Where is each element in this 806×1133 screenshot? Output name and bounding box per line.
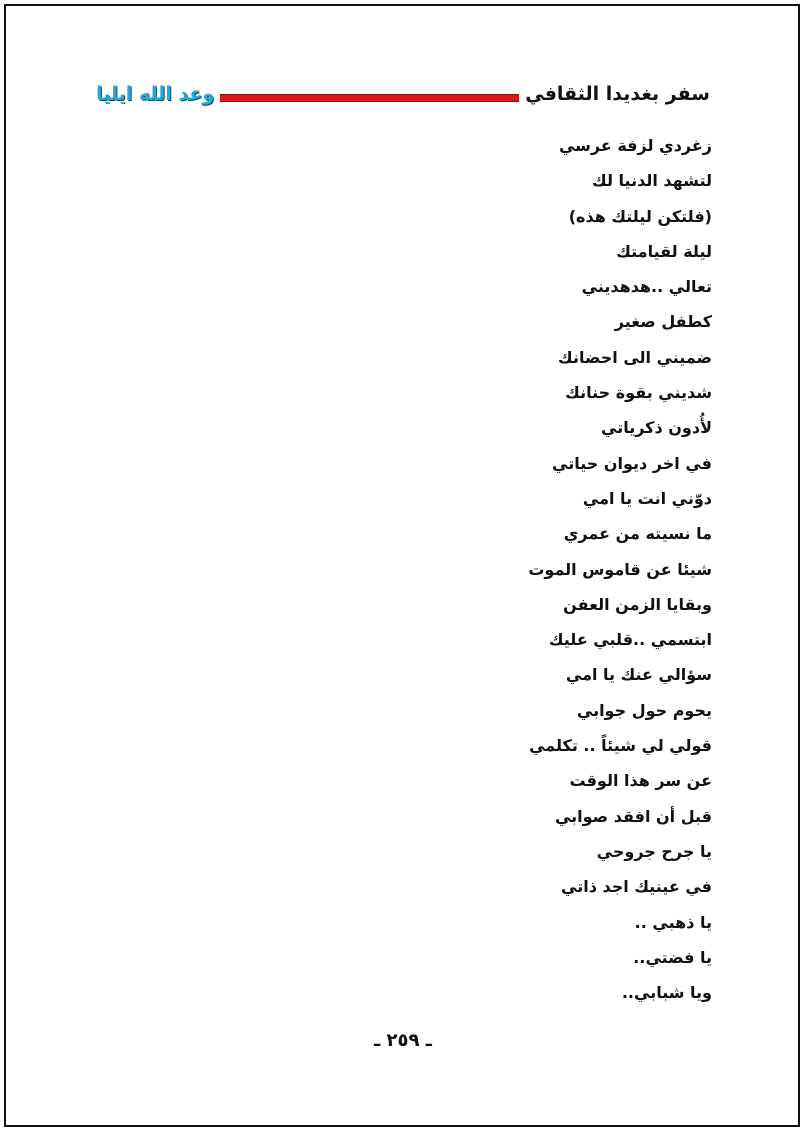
page-number: ـ ٢٥٩ ـ xyxy=(374,1030,432,1051)
poem-line: ما نسيته من عمري xyxy=(563,524,712,544)
poem-body xyxy=(292,128,712,1010)
poem-line: زغردي لزفة عرسي xyxy=(558,136,712,155)
poem-line: شديني بقوة حنانك xyxy=(565,383,712,403)
poem-line: يا فضتي.. xyxy=(633,947,712,967)
poem-line: يحوم حول جوابي xyxy=(576,700,712,720)
poem-line: تعالي ..هدهديني xyxy=(581,277,712,297)
poem-line: لتشهد الدنيا لك xyxy=(592,171,712,191)
poem-line: دوّني انت يا امي xyxy=(582,488,712,508)
header-author-name: وعد الله ايليا xyxy=(96,80,220,108)
poem-line: كطفل صغير xyxy=(614,312,712,332)
poem-line: قولي لي شيئاً .. تكلمي xyxy=(529,736,712,756)
header-book-title: سفر بغديدا الثقافي xyxy=(519,80,710,108)
poem-line: وبقايا الزمن العفن xyxy=(563,594,712,614)
poem-line: سؤالي عنك يا امي xyxy=(565,665,712,685)
poem-line: (فلتكن ليلتك هذه) xyxy=(568,206,712,226)
poem-line: يا جرح جروحي xyxy=(596,841,712,861)
poem-line: شيئا عن قاموس الموت xyxy=(528,559,712,579)
poem-line: يا ذهبي .. xyxy=(634,912,712,932)
poem-line: لأُدون ذكرياتي xyxy=(601,418,712,438)
running-header xyxy=(96,76,710,114)
poem-line: ويا شبابي.. xyxy=(621,983,712,1003)
poem-line: في اخر ديوان حياتي xyxy=(552,453,712,473)
poem-line: في عينيك اجد ذاتي xyxy=(561,877,712,897)
poem-line: ابتسمي ..قلبي عليك xyxy=(548,630,712,650)
poem-line: ليلة لقيامتك xyxy=(616,241,712,261)
poem-line: عن سر هذا الوقت xyxy=(569,771,712,791)
poem-line: ضميني الى احضانك xyxy=(558,347,712,367)
poem-line: قبل أن افقد صوابي xyxy=(554,806,712,826)
